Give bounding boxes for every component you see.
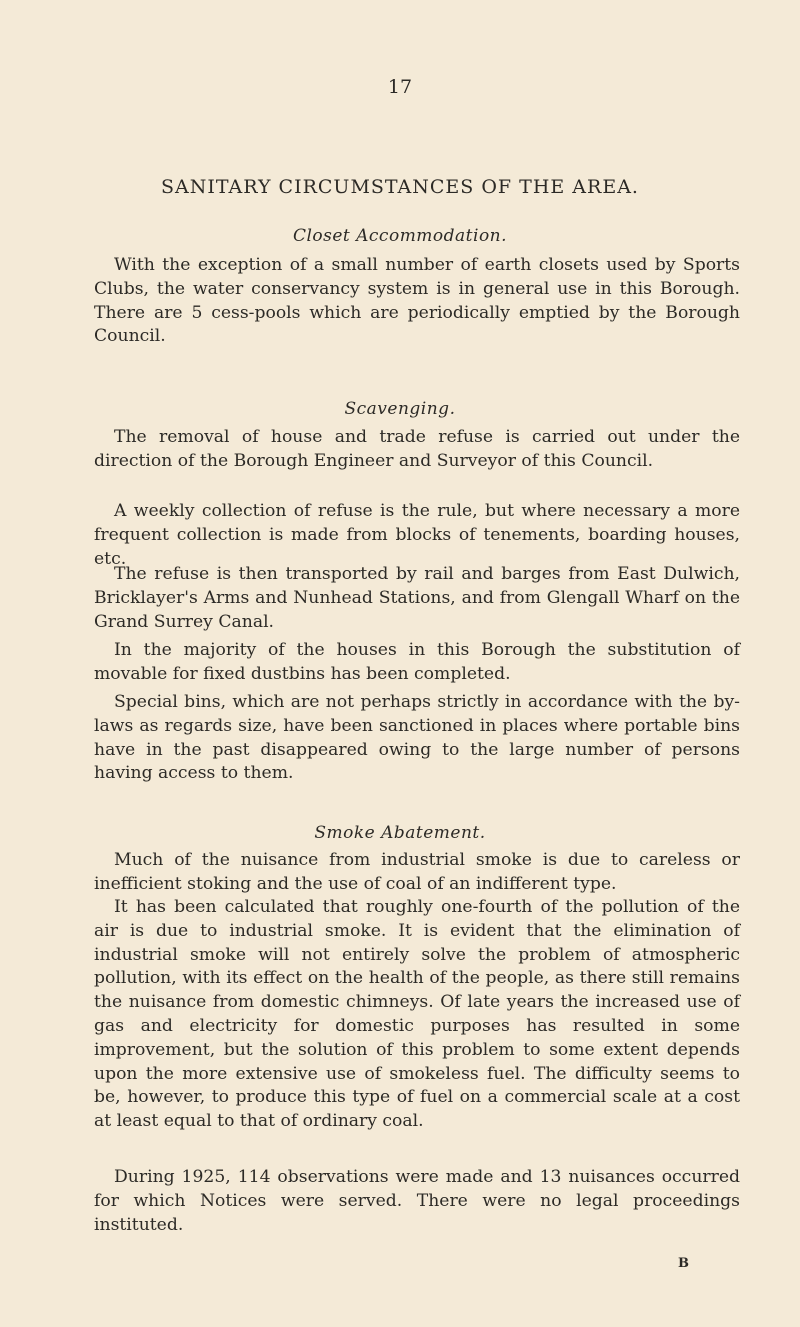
paragraph-smoke-nuisance: Much of the nuisance from industrial smoke is due to careless or inefficient stoking and the use of coal of an indifferent type. — [94, 850, 740, 894]
paragraph-smoke-observations: During 1925, 114 observations were made and 13 nuisances occurred for which Notices were served. There were no legal proceedings instituted. — [94, 1167, 740, 1235]
paragraph-scavenging-collection: A weekly collection of refuse is the rule, but where necessary a more frequent collection is made from blocks of tenements, boarding houses, etc. — [94, 501, 740, 569]
signature-mark: B — [678, 1256, 689, 1271]
paragraph-scavenging-removal: The removal of house and trade refuse is carried out under the direction of the Borough Engineer and Surveyor of this Council. — [94, 427, 740, 471]
page-number: 17 — [387, 76, 413, 98]
paragraph-scavenging-special-bins: Special bins, which are not perhaps strictly in accordance with the by-laws as regards size, have been sanctioned in places where portable bins have in the past disappeared owing to the large number of persons having access to them. — [94, 692, 740, 784]
paragraph-scavenging-transport: The refuse is then transported by rail and barges from East Dulwich, Bricklayer's Arms and Nunhead Stations, and from Glengall Wharf on the Grand Surrey Canal. — [94, 564, 740, 632]
paragraph-scavenging-dustbins: In the majority of the houses in this Borough the substitution of movable for fixed dustbins has been completed. — [94, 640, 740, 684]
paragraph-smoke-pollution: It has been calculated that roughly one-fourth of the pollution of the air is due to industrial smoke. It is evident that the elimination of industrial smoke will not entirely solve the problem of atmospheric pollution, with its effect on the health of the people, as there still remains the nuisance from domestic chimneys. Of late years the increased use of gas and electricity for domestic purposes has resulted in some improvement, but the solution of this problem to some extent depends upon the more extensive use of smokeless fuel. The difficulty seems to be, however, to produce this type of fuel on a commercial scale at a cost at least equal to that of ordinary coal. — [94, 897, 740, 1132]
section-heading-closet-accommodation: Closet Accommodation. — [292, 226, 508, 246]
page-title: SANITARY CIRCUMSTANCES OF THE AREA. — [161, 176, 639, 198]
section-heading-scavenging: Scavenging. — [344, 399, 456, 419]
paragraph-closet-accommodation: With the exception of a small number of earth closets used by Sports Clubs, the water conservancy system is in general use in this Borough. There are 5 cess-pools which are periodically emptied by the Borough Council. — [94, 255, 740, 347]
section-heading-smoke-abatement: Smoke Abatement. — [314, 823, 486, 843]
